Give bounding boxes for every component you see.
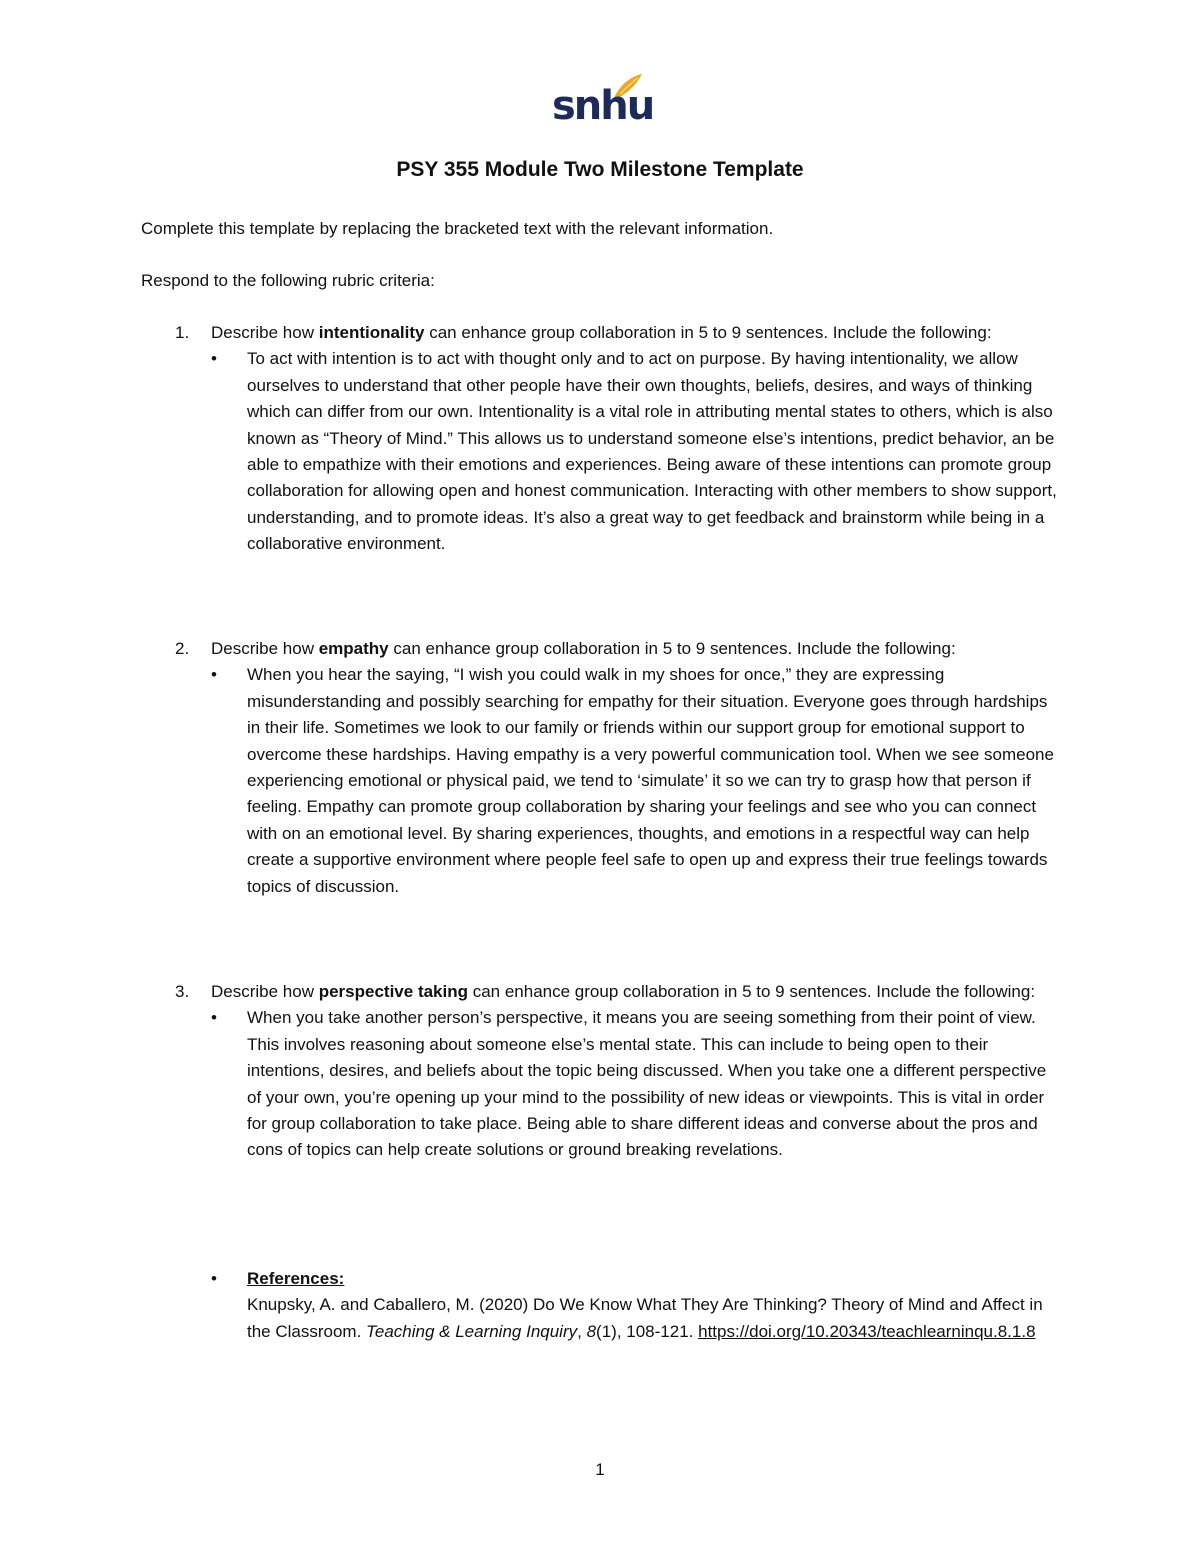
item-number: 1. — [175, 323, 190, 342]
item-number: 3. — [175, 982, 190, 1001]
criterion-item-2 — [141, 636, 1061, 900]
intro-text: Complete this template by replacing the bracketed text with the relevant information. — [141, 219, 774, 238]
references-bullet — [211, 1266, 1061, 1345]
criterion-item-1 — [141, 320, 1061, 558]
prompt-suffix: can enhance group collaboration in 5 to 9 sentences. Include the following: — [468, 982, 1036, 1001]
references-section — [141, 1266, 1061, 1345]
reference-citation — [247, 1292, 1061, 1345]
prompt-prefix: Describe how — [211, 323, 319, 342]
prompt-prefix: Describe how — [211, 982, 319, 1001]
bullet-icon: • — [211, 665, 217, 685]
citation-text: (1), 108-121. — [596, 1321, 699, 1341]
citation-journal: Teaching & Learning Inquiry — [366, 1321, 578, 1341]
prompt-prefix: Describe how — [211, 639, 319, 658]
doi-link[interactable]: https://doi.org/10.20343/teachlearninqu.8.1.8 — [698, 1321, 1036, 1341]
page-title: PSY 355 Module Two Milestone Template — [396, 158, 804, 181]
prompt-suffix: can enhance group collaboration in 5 to 9 sentences. Include the following: — [424, 323, 992, 342]
bullet-icon: • — [211, 349, 217, 369]
page-number: 1 — [595, 1460, 605, 1479]
citation-volume: 8 — [586, 1321, 597, 1341]
item-number: 2. — [175, 639, 190, 658]
bullet-icon: • — [211, 1008, 217, 1028]
logo-wordmark: snhu — [552, 83, 654, 129]
item-prompt — [211, 636, 1061, 662]
prompt-keyword: intentionality — [318, 323, 425, 342]
prompt-keyword: perspective taking — [318, 982, 468, 1001]
answer-bullet — [211, 662, 1061, 900]
citation-text: , — [577, 1321, 587, 1341]
citation-text: Knupsky, A. and Caballero, M. (2020) Do We Know What They Are Thinking? Theory of Mind and Affect in the Classroom. — [247, 1295, 1043, 1341]
answer-bullet — [211, 1005, 1061, 1163]
item-prompt — [211, 320, 1061, 346]
bullet-icon: • — [211, 1269, 217, 1288]
respond-text: Respond to the following rubric criteria: — [141, 271, 435, 290]
prompt-suffix: can enhance group collaboration in 5 to 9 sentences. Include the following: — [388, 639, 956, 658]
references-heading: References: — [247, 1269, 345, 1288]
snhu-logo — [552, 72, 654, 136]
answer-text: When you take another person’s perspective, it means you are seeing something from their point of view. This involves reasoning about someone else’s mental state. This can include to being open to their intentions, desires, and beliefs about the topic being discussed. When you take one a different perspective of your own, you’re opening up your mind to the possibility of new ideas or viewpoints. This is vital in order for group collaboration to take place. Being able to share different ideas and converse about the pros and cons of topics can help create solutions or ground breaking revelations. — [247, 1008, 1047, 1160]
answer-text: When you hear the saying, “I wish you could walk in my shoes for once,” they are expressing misunderstanding and possibly searching for empathy for their situation. Everyone goes through hardships in their life. Sometimes we look to our family or friends within our support group for emotional support to overcome these hardships. Having empathy is a very powerful communication tool. When we see someone experiencing emotional or physical paid, we tend to ‘simulate’ it so we can try to grasp how that person if feeling. Empathy can promote group collaboration by sharing your feelings and see who you can connect with on an emotional level. By sharing experiences, thoughts, and emotions in a respectful way can help create a supportive environment where people feel safe to open up and express their true feelings towards topics of discussion. — [247, 665, 1054, 896]
criterion-item-3 — [141, 979, 1061, 1164]
answer-bullet — [211, 346, 1061, 557]
prompt-keyword: empathy — [318, 639, 389, 658]
item-prompt — [211, 979, 1061, 1005]
answer-text: To act with intention is to act with thought only and to act on purpose. By having intentionality, we allow ourselves to understand that other people have their own thoughts, beliefs, desires, and ways of thinking which can differ from our own. Intentionality is a vital role in attributing mental states to others, which is also known as “Theory of Mind.” This allows us to understand someone else’s intentions, predict behavior, an be able to empathize with their emotions and experiences. Being aware of these intentions can promote group collaboration for allowing open and honest communication. Interacting with other members to show support, understanding, and to promote ideas. It’s also a great way to get feedback and brainstorm while being in a collaborative environment. — [247, 349, 1057, 554]
